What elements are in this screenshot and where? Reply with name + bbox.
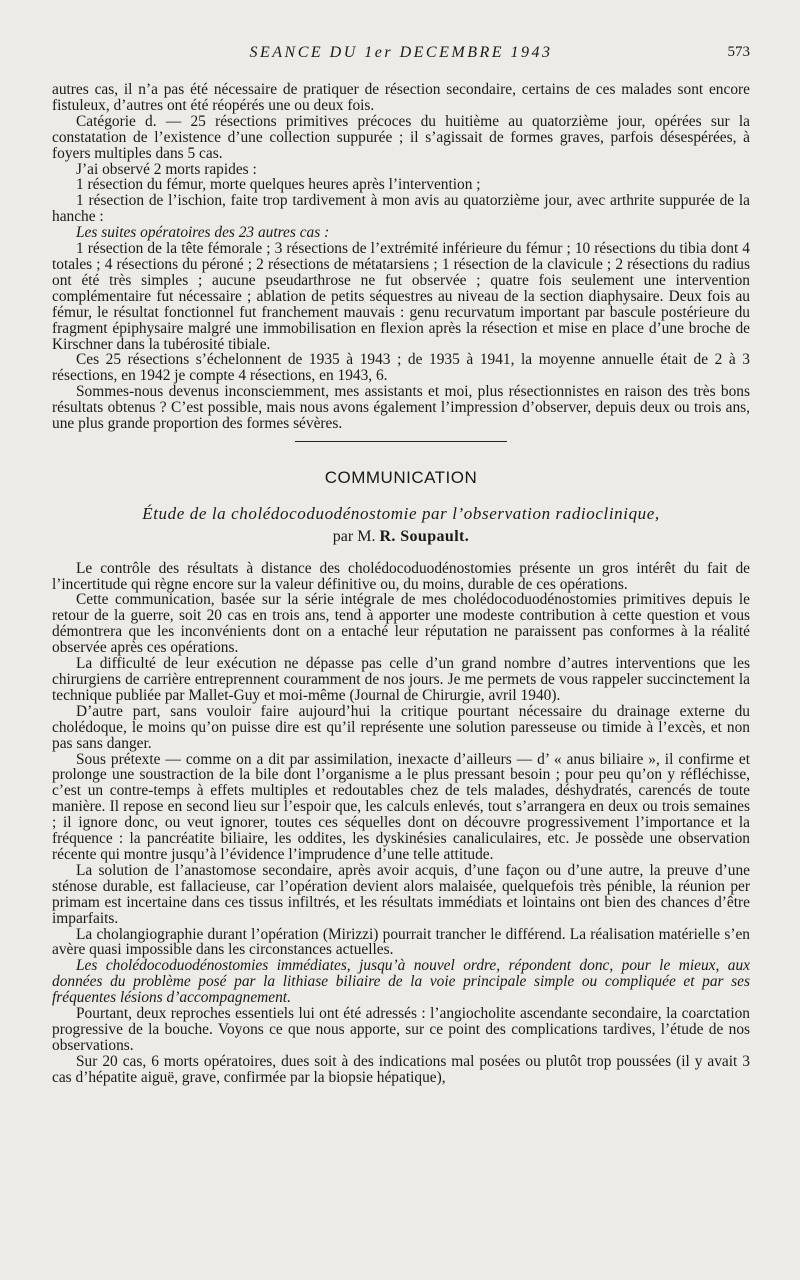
article-title: Étude de la cholédocoduodénostomie par l’observation radioclinique, bbox=[142, 503, 660, 523]
section-heading: COMMUNICATION bbox=[324, 467, 478, 487]
body-text bbox=[52, 82, 750, 1086]
section-divider bbox=[295, 441, 507, 442]
paragraph: Ces 25 résections s’échelonnent de 1935 à 1943 ; de 1935 à 1941, la moyenne annuelle était de 2 à 3 résections, en 1942 je compte 4 résections, en 1943, 6. bbox=[52, 351, 750, 385]
paragraph: D’autre part, sans vouloir faire aujourd’hui la critique pourtant nécessaire du drainage externe du cholédoque, le moins qu’on puisse dire est qu’il représente une solution paresseuse ou timide à l’excès, et non pas sans danger. bbox=[52, 702, 750, 752]
paragraph: La cholangiographie durant l’opération (Mirizzi) pourrait trancher le différend. La réalisation matérielle s’en avère quasi impossible dans les circonstances actuelles. bbox=[52, 925, 750, 959]
paragraph: 1 résection du fémur, morte quelques heures après l’intervention ; bbox=[76, 176, 481, 194]
previous-article-continuation bbox=[52, 82, 750, 432]
paragraph: 1 résection de la tête fémorale ; 3 résections de l’extrémité inférieure du fémur ; 10 résections du tibia dont 4 totales ; 4 résections du péroné ; 2 résections de métatarsiens ; 1 résection de la clavicule ; 2 résections du radius ont été très simples ; aucune pseudarthrose ne fut observée ; quatre fois seulement une intervention complémentaire fut nécessaire ; ablation de petits séquestres au niveau de la section diaphysaire. Deux fois au fémur, le résultat fonctionnel fut franchement mauvais : genu recurvatum important par bascule postérieure du fragment épiphysaire malgré une immobilisation en flexion après la résection et mise en place d’une broche de Kirschner dans la tubérosité tibiale. bbox=[52, 240, 750, 353]
paragraph: J’ai observé 2 morts rapides : bbox=[76, 160, 257, 178]
paragraph: 1 résection de l’ischion, faite trop tardivement à mon avis au quatorzième jour, avec arthrite suppurée de la hanche : bbox=[52, 192, 750, 226]
paragraph: La difficulté de leur exécution ne dépasse pas celle d’un grand nombre d’autres interventions que les chirurgiens de carrière entreprennent couramment de nos jours. Je me permets de vous rappeler succinctement la technique publiée par Mallet-Guy et moi-même (Journal de Chirurgie, avril 1940). bbox=[52, 655, 750, 704]
paragraph: Les suites opératoires des 23 autres cas : bbox=[76, 224, 330, 242]
paragraph: Sur 20 cas, 6 morts opératoires, dues soit à des indications mal posées ou plutôt trop poussées (il y avait 3 cas d’hépatite aiguë, grave, confirmée par la biopsie hépatique), bbox=[52, 1052, 750, 1086]
paragraph: La solution de l’anastomose secondaire, après avoir acquis, d’une façon ou d’une autre, la preuve d’une sténose durable, est fallacieuse, car l’opération devient alors malaisée, quelquefois très pénible, la réunion per primam est incertaine dans ces tissus infiltrés, et les résultats immédiats et lointains ont bien des chances d’être imparfaits. bbox=[52, 861, 750, 927]
paragraph: Catégorie d. — 25 résections primitives précoces du huitième au quatorzième jour, opérées sur la constatation de l’existence d’une collection suppurée ; il s’agissait de formes graves, parfois désespérées, à foyers multiples dans 5 cas. bbox=[52, 112, 750, 162]
byline-author: R. Soupault. bbox=[379, 527, 470, 545]
paragraph: Les cholédocoduodénostomies immédiates, jusqu’à nouvel ordre, répondent donc, pour le mieux, aux données du problème posé par la lithiase biliaire de la voie principale simple ou compliquée et par ses fréquentes lésions d’accompagnement. bbox=[52, 957, 750, 1007]
running-title: SEANCE DU 1er DECEMBRE 1943 bbox=[249, 44, 553, 61]
byline-prefix: par M. bbox=[332, 527, 376, 545]
page-header bbox=[52, 44, 750, 68]
paragraph: Cette communication, basée sur la série intégrale de mes cholédocoduodénostomies primitives depuis le retour de la guerre, soit 20 cas en trois ans, tend à apporter une modeste contribution à cette question et vous démontrera que les inconvénients dont on a entaché leur réputation ne paraissent pas conformes à la réalité observée après ces opérations. bbox=[52, 591, 750, 657]
byline bbox=[52, 529, 750, 545]
paragraph: Pourtant, deux reproches essentiels lui ont été adressés : l’angiocholite ascendante secondaire, la coarctation progressive de la bouche. Voyons ce que nous apporte, sur ce point des complications tardives, l’étude de nos observations. bbox=[52, 1005, 750, 1054]
paragraph: Le contrôle des résultats à distance des cholédocoduodénostomies présente un gros intérêt du fait de l’incertitude qui règne encore sur la valeur définitive ou, du moins, durable de ces opérations. bbox=[52, 559, 750, 593]
paragraph: Sous prétexte — comme on a dit par assimilation, inexacte d’ailleurs — d’ « anus biliaire », il confirme et prolonge une soustraction de la bile dont l’organisme a le plus pressant besoin ; pour peu qu’on y réfléchisse, c’est un contre-temps à effets multiples et redoutables chez de tels malades, déshydratés, carencés de toute manière. Il repose en second lieu sur l’espoir que, les calculs enlevés, tout s’arrangera en deux ou trois semaines ; il ignore donc, ou veut ignorer, toutes ces séquelles dont on découvre progressivement l’importance et la fréquence : la pancréatite biliaire, les oddites, les dyskinésies canaliculaires, etc. Je possède une observation récente qui montre jusqu’à l’évidence l’imprudence d’une telle attitude. bbox=[52, 750, 750, 863]
paragraph: autres cas, il n’a pas été nécessaire de pratiquer de résection secondaire, certains de ces malades sont encore fistuleux, d’autres ont été réopérés une ou deux fois. bbox=[52, 81, 750, 114]
page-number: 573 bbox=[727, 44, 750, 60]
communication-body bbox=[52, 561, 750, 1086]
paragraph: Sommes-nous devenus inconsciemment, mes assistants et moi, plus résectionnistes en raison des très bons résultats obtenus ? C’est possible, mais nous avons également l’impression d’observer, depuis deux ou trois ans, une plus grande proportion des formes sévères. bbox=[52, 383, 750, 433]
